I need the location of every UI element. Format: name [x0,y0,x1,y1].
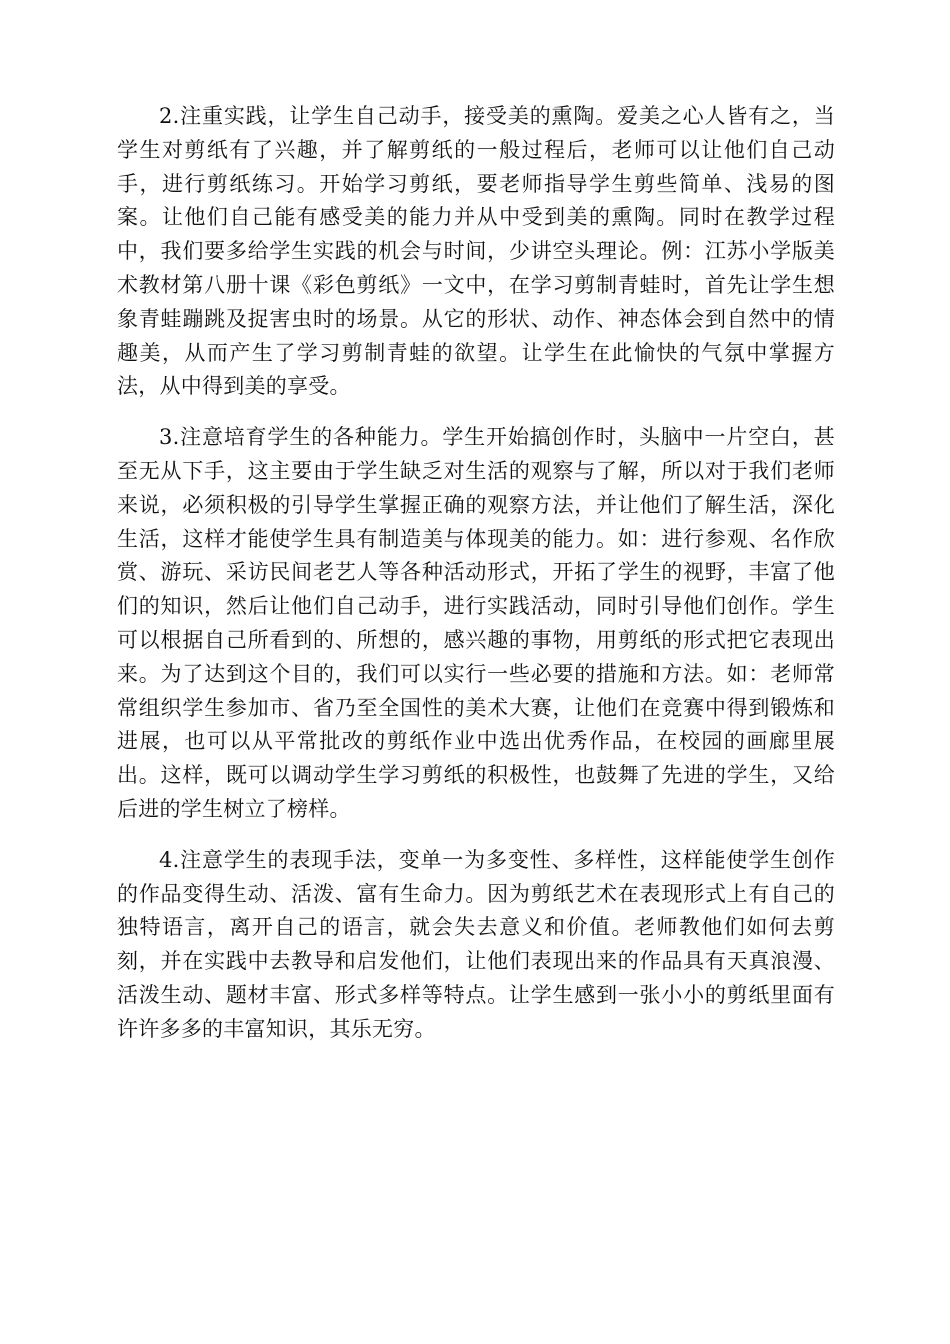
document-body [117,100,835,1064]
paragraph-practice: 2.注重实践，让学生自己动手，接受美的熏陶。爱美之心人皆有之，当学生对剪纸有了兴趣，并了解剪纸的一般过程后，老师可以让他们自己动手，进行剪纸练习。开始学习剪纸，要老师指导学生剪些简单、浅易的图案。让他们自己能有感受美的能力并从中受到美的熏陶。同时在教学过程中，我们要多给学生实践的机会与时间，少讲空头理论。例：江苏小学版美术教材第八册十课《彩色剪纸》一文中，在学习剪制青蛙时，首先让学生想象青蛙蹦跳及捉害虫时的场景。从它的形状、动作、神态体会到自然中的情趣美，从而产生了学习剪制青蛙的欲望。让学生在此愉快的气氛中掌握方法，从中得到美的享受。 [117,104,835,399]
paragraph-abilities: 3.注意培育学生的各种能力。学生开始搞创作时，头脑中一片空白，甚至无从下手，这主要由于学生缺乏对生活的观察与了解，所以对于我们老师来说，必须积极的引导学生掌握正确的观察方法，并让他们了解生活，深化生活，这样才能使学生具有制造美与体现美的能力。如：进行参观、名作欣赏、游玩、采访民间老艺人等各种活动形式，开拓了学生的视野，丰富了他们的知识，然后让他们自己动手，进行实践活动，同时引导他们创作。学生可以根据自己所看到的、所想的，感兴趣的事物，用剪纸的形式把它表现出来。为了达到这个目的，我们可以实行一些必要的措施和方法。如：老师常常组织学生参加市、省乃至全国性的美术大赛，让他们在竞赛中得到锻炼和进展，也可以从平常批改的剪纸作业中选出优秀作品，在校园的画廊里展出。这样，既可以调动学生学习剪纸的积极性，也鼓舞了先进的学生，又给后进的学生树立了榜样。 [117,425,835,821]
paragraph-expression: 4.注意学生的表现手法，变单一为多变性、多样性，这样能使学生创作的作品变得生动、活泼、富有生命力。因为剪纸艺术在表现形式上有自己的独特语言，离开自己的语言，就会失去意义和价值。老师教他们如何去剪刻，并在实践中去教导和启发他们，让他们表现出来的作品具有天真浪漫、活泼生动、题材丰富、形式多样等特点。让学生感到一张小小的剪纸里面有许许多多的丰富知识，其乐无穷。 [117,847,835,1041]
